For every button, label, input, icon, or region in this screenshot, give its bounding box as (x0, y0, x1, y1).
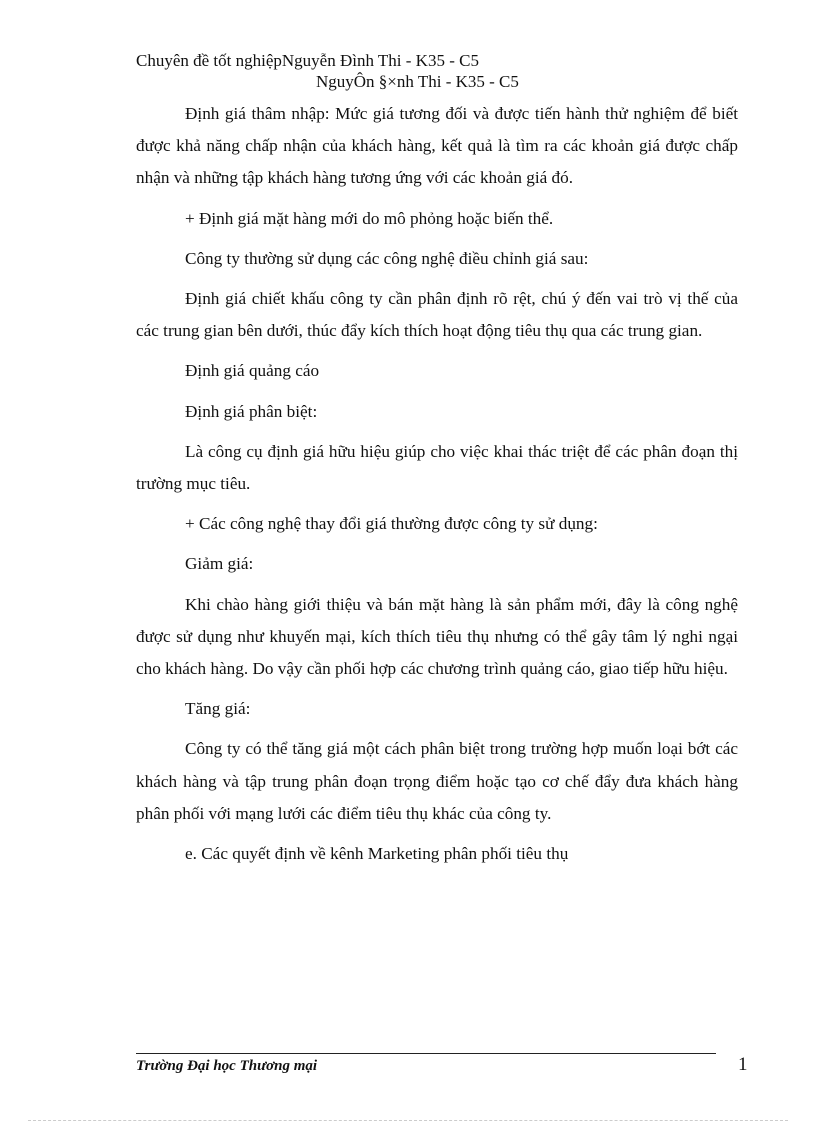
paragraph: Định giá quảng cáo (185, 361, 320, 381)
paragraph: Khi chào hàng giới thiệu và bán mặt hàng là sản phẩm mới, đây là công nghệ được sử dụng như khuyến mại, kích thích tiêu thụ nhưng có thể gây tâm lý nghi ngại cho khách hàng. Do vậy cần phối hợp các chương trình quảng cáo, giao tiếp hữu hiệu. (136, 594, 738, 679)
footer-school-name: Trường Đại học Thương mại (136, 1058, 318, 1074)
page-number: 1 (738, 1054, 748, 1075)
paragraph: Tăng giá: (185, 699, 251, 719)
paragraph: + Định giá mặt hàng mới do mô phỏng hoặc biến thể. (185, 208, 554, 228)
paragraph: Định giá chiết khấu công ty cần phân định rõ rệt, chú ý đến vai trò vị thế của các trung gian bên dưới, thúc đẩy kích thích hoạt động tiêu thụ qua các trung gian. (136, 289, 738, 341)
header-line-2: NguyÔn §×nh Thi - K35 - C5 (316, 72, 519, 91)
document-body (136, 98, 738, 878)
paragraph: Định giá phân biệt: (185, 401, 318, 421)
paragraph: Công ty có thể tăng giá một cách phân biệt trong trường hợp muốn loại bớt các khách hàng và tập trung phân đoạn trọng điểm hoặc tạo cơ chế đẩy đưa khách hàng phân phối với mạng lưới các điểm tiêu thụ khác của công ty. (136, 739, 738, 823)
header-line-1: Chuyên đề tốt nghiệpNguyễn Đình Thi - K35 - C5 (136, 51, 479, 70)
paragraph: Giảm giá: (185, 554, 254, 574)
section-heading: e. Các quyết định về kênh Marketing phân phối tiêu thụ (185, 844, 569, 864)
paragraph: Là công cụ định giá hữu hiệu giúp cho việc khai thác triệt để các phân đoạn thị trường mục tiêu. (136, 441, 738, 494)
paragraph: + Các công nghệ thay đổi giá thường được công ty sử dụng: (185, 514, 598, 534)
paragraph: Công ty thường sử dụng các công nghệ điều chỉnh giá sau: (185, 248, 589, 268)
paragraph: Định giá thâm nhập: Mức giá tương đối và được tiến hành thử nghiệm để biết được khả năng chấp nhận của khách hàng, kết quả là tìm ra các khoản giá được chấp nhận và những tập khách hàng tương ứng với các khoản giá đó. (136, 104, 738, 188)
page-header (136, 50, 736, 92)
page-break-divider (28, 1120, 788, 1121)
footer-divider (136, 1053, 716, 1054)
